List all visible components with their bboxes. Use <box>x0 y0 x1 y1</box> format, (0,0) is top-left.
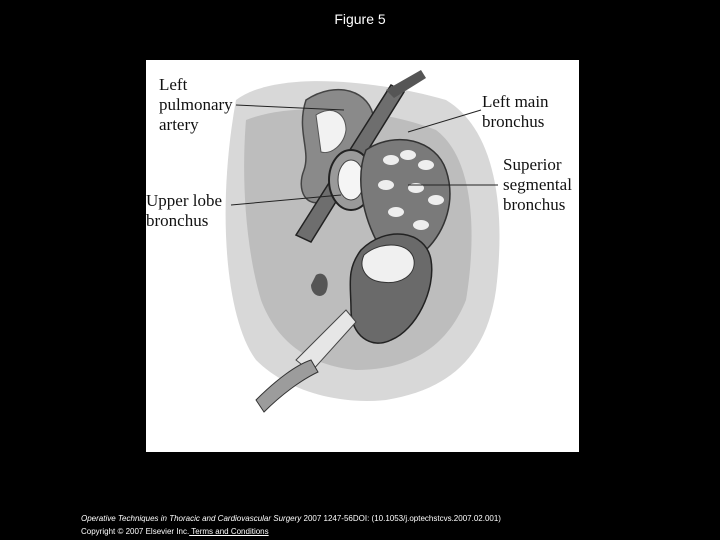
journal-name: Operative Techniques in Thoracic and Cardiovascular Surgery <box>81 514 302 523</box>
citation-line <box>81 514 501 523</box>
citation-doi: 2007 1247-56DOI: (10.1053/j.optechstcvs.2007.02.001) <box>301 514 501 523</box>
slide-title: Figure 5 <box>334 11 386 27</box>
label-left-pulmonary-artery: Left pulmonary artery <box>159 75 233 134</box>
label-superior-segmental-bronchus: Superior segmental bronchus <box>503 155 572 214</box>
copyright-line <box>81 527 269 536</box>
terms-link[interactable]: Terms and Conditions <box>189 527 269 536</box>
surgical-illustration <box>146 60 579 452</box>
label-left-main-bronchus: Left main bronchus <box>482 92 549 131</box>
copyright-text: Copyright © 2007 Elsevier Inc. <box>81 527 190 536</box>
label-upper-lobe-bronchus: Upper lobe bronchus <box>146 191 223 230</box>
